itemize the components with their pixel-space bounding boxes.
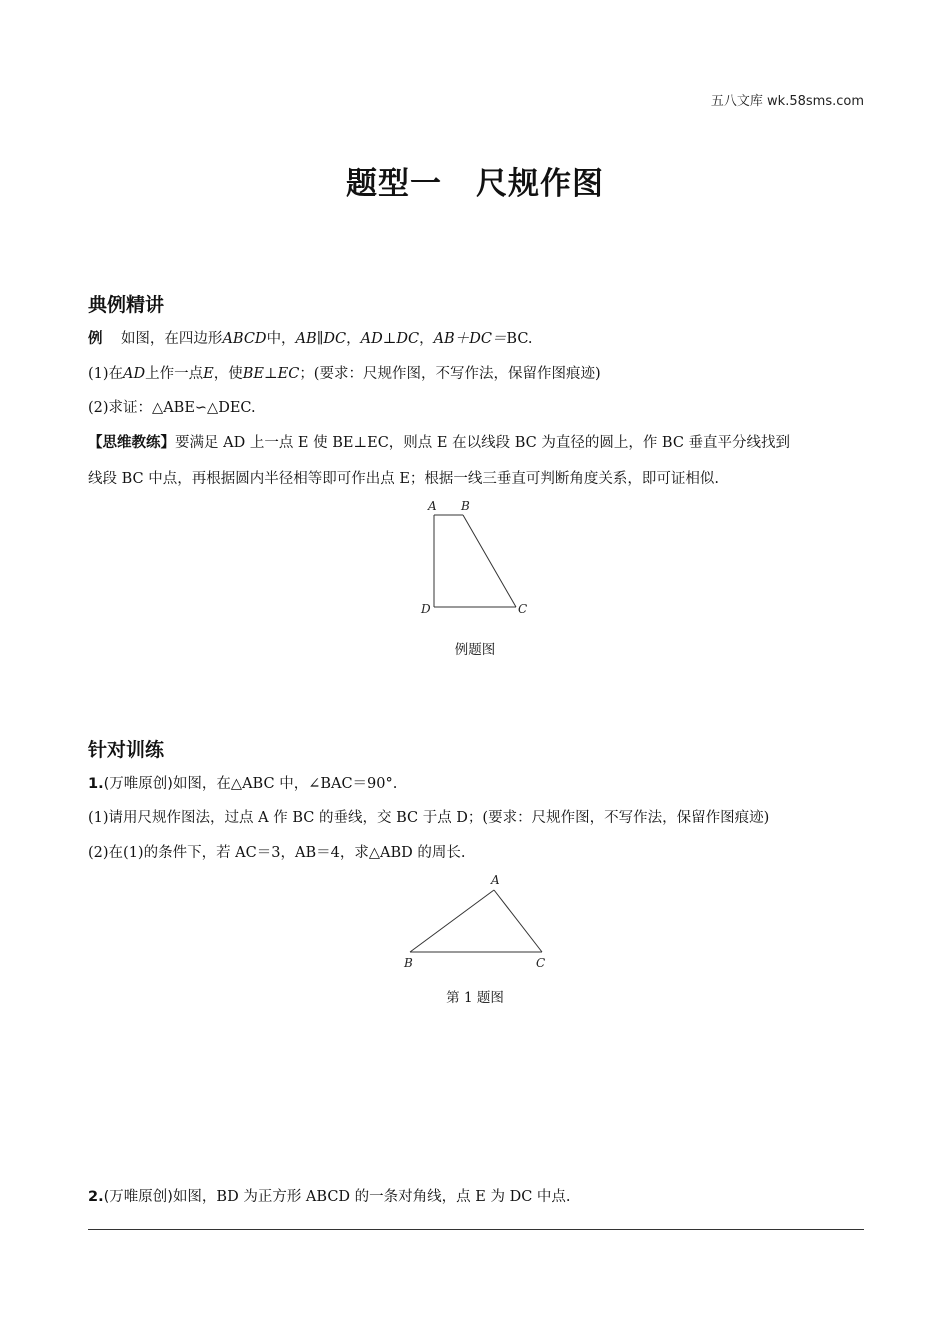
p1-text: 如图，在△ABC 中，∠BAC＝90°. xyxy=(172,776,398,792)
example-figure xyxy=(416,496,536,618)
edge-ac xyxy=(494,890,542,952)
header-site-mark: 五八文库 wk.58sms.com xyxy=(710,94,864,109)
q1-cond: BE⊥EC xyxy=(242,366,300,382)
practice-1-q2: (2)在(1)的条件下，若 AC＝3，AB＝4，求△ABD 的周长. xyxy=(88,845,466,861)
q1-ad: AD xyxy=(123,366,146,382)
q1-text: (1)在 xyxy=(88,366,124,382)
q1-text: ；(要求：尺规作图，不写作法，保留作图痕迹) xyxy=(299,366,601,382)
example-hint-line1 xyxy=(88,432,868,454)
title-part1: 题型一 xyxy=(346,166,442,202)
example-comma: ， xyxy=(419,331,434,347)
example-q1 xyxy=(88,363,868,385)
label-c: C xyxy=(536,956,546,970)
label-b: B xyxy=(404,956,413,970)
example-cond3-end: BC. xyxy=(506,331,533,347)
example-hint-line2: 线段 BC 中点，再根据圆内半径相等即可作出点 E；根据一线三垂直可判断角度关系，即可证相似. xyxy=(88,471,720,487)
page-title xyxy=(0,158,950,203)
label-b: B xyxy=(461,499,470,513)
example-caption: 例题图 xyxy=(454,642,496,658)
label-a: A xyxy=(491,873,500,887)
practice-1-q1: (1)请用尺规作图法，过点 A 作 BC 的垂线，交 BC 于点 D；(要求：尺规作图，不写作法，保留作图痕迹) xyxy=(88,810,770,826)
label-d: D xyxy=(421,602,431,616)
title-part2: 尺规作图 xyxy=(476,166,604,202)
example-comma: ， xyxy=(346,331,361,347)
p2-source: (万唯原创) xyxy=(103,1189,173,1205)
p2-number: 2. xyxy=(88,1189,104,1205)
q1-text: ，使 xyxy=(213,366,243,382)
section-example-title: 典例精讲 xyxy=(88,294,165,316)
edge-ba xyxy=(410,890,494,952)
section-practice-title: 针对训练 xyxy=(88,739,165,761)
example-cond1: AB∥DC xyxy=(295,331,347,347)
hint-text-1: 要满足 AD 上一点 E 使 BE⊥EC，则点 E 在以线段 BC 为直径的圆上，作 BC 垂直平分线找到 xyxy=(175,435,791,451)
q1-e: E xyxy=(203,366,214,382)
example-text: 如图，在四边形 xyxy=(120,331,223,347)
example-q2: (2)求证：△ABE∽△DEC. xyxy=(88,400,256,416)
practice-1-figure xyxy=(396,870,556,972)
q1-text: 上作一点 xyxy=(145,366,204,382)
p1-source: (万唯原创) xyxy=(103,776,173,792)
example-cond2: AD⊥DC xyxy=(360,331,420,347)
example-statement xyxy=(88,328,868,350)
example-label: 例 xyxy=(88,331,103,347)
edge-bc xyxy=(463,515,516,607)
label-c: C xyxy=(518,602,528,616)
footer-rule xyxy=(88,1229,864,1230)
label-a: A xyxy=(428,499,437,513)
practice-2-statement xyxy=(88,1186,868,1208)
example-text: 中， xyxy=(266,331,296,347)
hint-label: 【思维教练】 xyxy=(88,435,175,451)
example-cond3: AB＋DC＝ xyxy=(433,331,507,347)
practice-1-statement xyxy=(88,773,868,795)
p1-number: 1. xyxy=(88,776,104,792)
practice-1-caption: 第 1 题图 xyxy=(446,990,504,1006)
example-abcd: ABCD xyxy=(222,331,267,347)
p2-text: 如图，BD 为正方形 ABCD 的一条对角线，点 E 为 DC 中点. xyxy=(172,1189,571,1205)
